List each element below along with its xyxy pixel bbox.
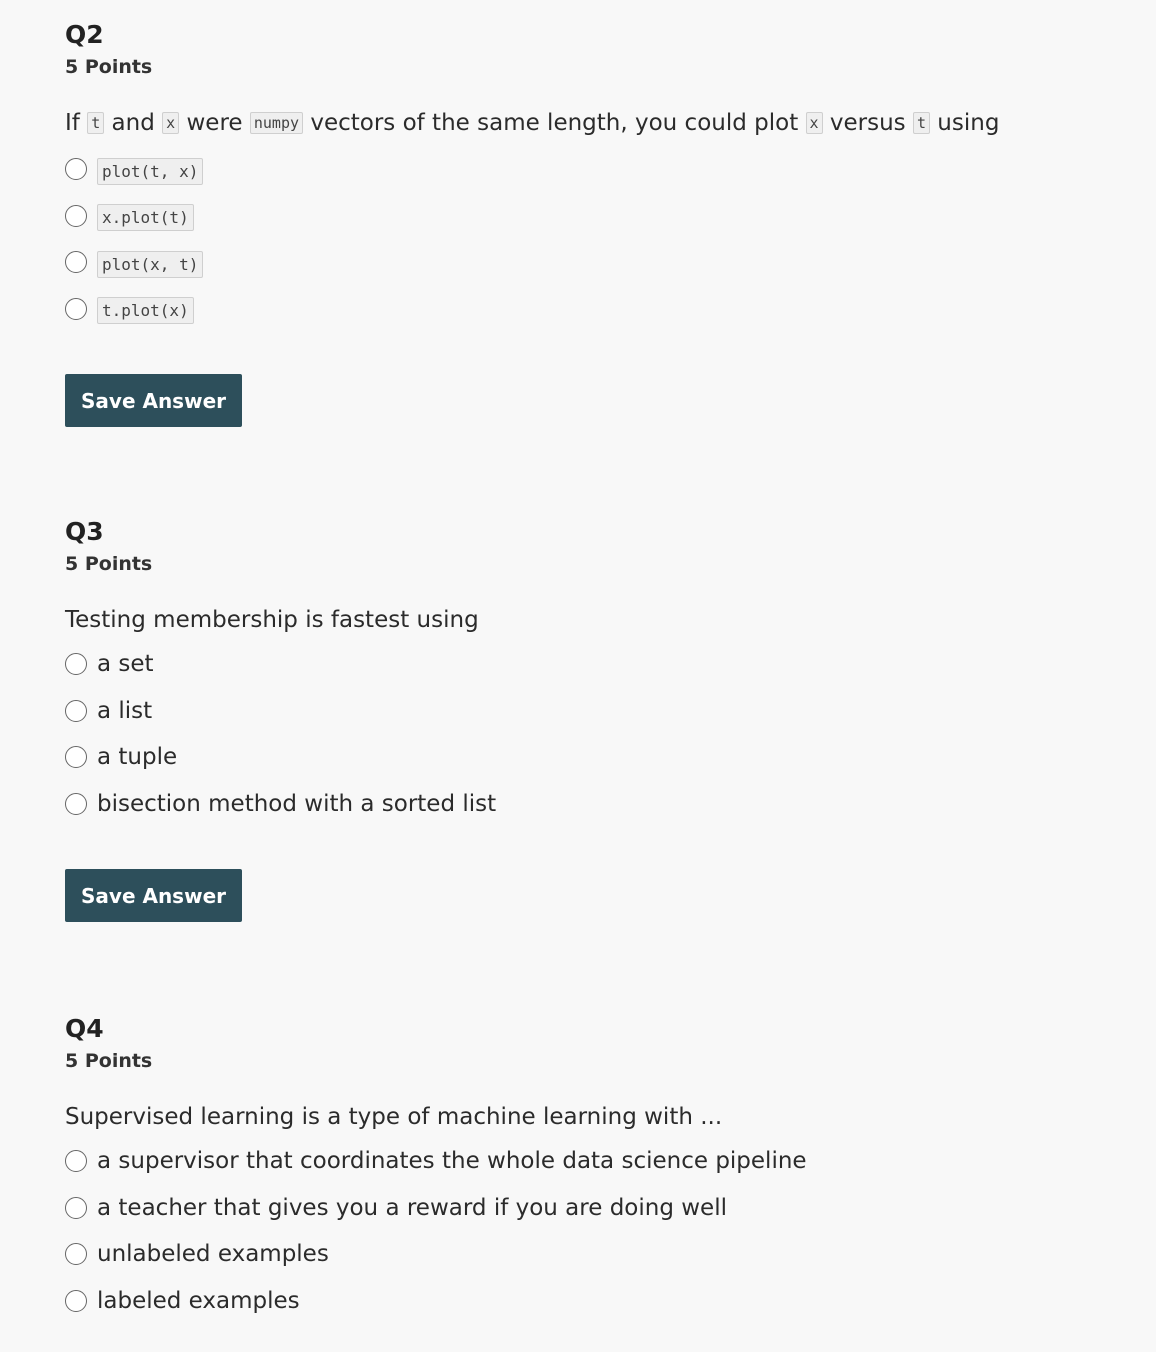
question-points: 5 Points	[65, 56, 153, 78]
answer-options	[65, 641, 1125, 827]
option-label: plot(t, x)	[97, 158, 203, 185]
code-snippet: t	[87, 112, 104, 134]
radio-button[interactable]	[65, 251, 87, 273]
option-label: a list	[97, 697, 153, 724]
answer-options	[65, 146, 1125, 332]
question-points: 5 Points	[65, 553, 153, 575]
question-q2	[65, 20, 1125, 427]
radio-button[interactable]	[65, 700, 87, 722]
question-title: Q2	[65, 20, 104, 49]
prompt-text: vectors of the same length, you could plot	[303, 110, 806, 136]
question-title: Q3	[65, 517, 104, 546]
question-title: Q4	[65, 1014, 104, 1043]
option-label: a teacher that gives you a reward if you are doing well	[97, 1194, 727, 1221]
question-points: 5 Points	[65, 1050, 153, 1072]
question-q4	[65, 1014, 1125, 1324]
radio-button[interactable]	[65, 653, 87, 675]
option-label: bisection method with a sorted list	[97, 790, 497, 817]
radio-button[interactable]	[65, 793, 87, 815]
answer-option[interactable]	[65, 146, 1125, 193]
answer-option[interactable]	[65, 1185, 1125, 1232]
answer-option[interactable]	[65, 1231, 1125, 1278]
radio-button[interactable]	[65, 158, 87, 180]
code-snippet: t	[913, 112, 930, 134]
option-label: a supervisor that coordinates the whole data science pipeline	[97, 1148, 807, 1175]
option-label: x.plot(t)	[97, 204, 194, 231]
prompt-text: using	[930, 110, 1000, 136]
question-prompt: Supervised learning is a type of machine learning with ...	[65, 1104, 723, 1130]
answer-option[interactable]	[65, 688, 1125, 735]
radio-button[interactable]	[65, 1197, 87, 1219]
answer-option[interactable]	[65, 641, 1125, 688]
option-label: a tuple	[97, 744, 178, 771]
answer-option[interactable]	[65, 1278, 1125, 1325]
option-label: unlabeled examples	[97, 1241, 329, 1268]
answer-options	[65, 1138, 1125, 1324]
option-label: labeled examples	[97, 1287, 300, 1314]
radio-button[interactable]	[65, 298, 87, 320]
radio-button[interactable]	[65, 1150, 87, 1172]
answer-option[interactable]	[65, 239, 1125, 286]
option-label: a set	[97, 651, 154, 678]
answer-option[interactable]	[65, 781, 1125, 828]
radio-button[interactable]	[65, 1290, 87, 1312]
prompt-text: versus	[822, 110, 913, 136]
question-q3	[65, 517, 1125, 922]
prompt-text: were	[179, 110, 250, 136]
code-snippet: x	[806, 112, 823, 134]
radio-button[interactable]	[65, 1243, 87, 1265]
save-answer-button[interactable]: Save Answer	[65, 374, 242, 427]
prompt-text: If	[65, 110, 88, 136]
answer-option[interactable]	[65, 193, 1125, 240]
question-prompt: Testing membership is fastest using	[65, 607, 479, 633]
code-snippet: x	[162, 112, 179, 134]
save-answer-button[interactable]: Save Answer	[65, 869, 242, 922]
option-label: t.plot(x)	[97, 297, 194, 324]
answer-option[interactable]	[65, 286, 1125, 333]
answer-option[interactable]	[65, 734, 1125, 781]
radio-button[interactable]	[65, 205, 87, 227]
radio-button[interactable]	[65, 746, 87, 768]
option-label: plot(x, t)	[97, 251, 203, 278]
question-prompt	[65, 108, 1125, 140]
code-snippet: numpy	[250, 112, 303, 134]
answer-option[interactable]	[65, 1138, 1125, 1185]
prompt-text: and	[104, 110, 163, 136]
